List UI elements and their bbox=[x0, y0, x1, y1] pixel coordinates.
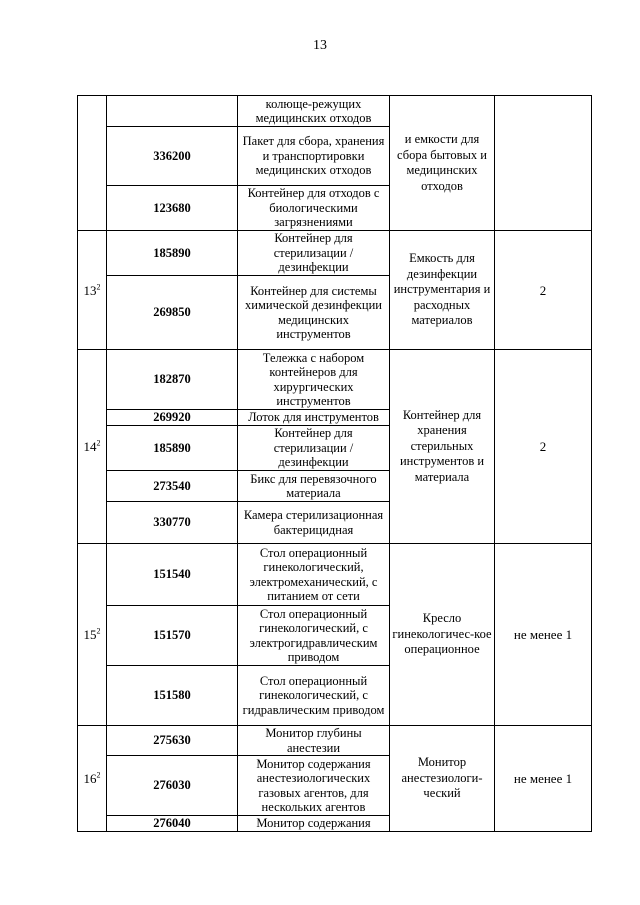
page-number: 13 bbox=[313, 38, 327, 53]
row-number: $15^2$ bbox=[78, 544, 107, 726]
item-code: 151570 bbox=[107, 606, 238, 666]
item-code: 151580 bbox=[107, 666, 238, 726]
item-code bbox=[107, 96, 238, 127]
item-name: Монитор глубины анестезии bbox=[238, 726, 390, 756]
group-name: Монитор анестезиологи-ческий bbox=[390, 726, 495, 832]
group-name: и емкости для сбора бытовых и медицинских отходов bbox=[390, 96, 495, 231]
item-name: Контейнер для отходов с биологическими загрязнениями bbox=[238, 186, 390, 231]
group-name: Емкость для дезинфекции инструментария и расходных материалов bbox=[390, 231, 495, 350]
item-code: 151540 bbox=[107, 544, 238, 606]
item-name: Пакет для сбора, хранения и транспортировки медицинских отходов bbox=[238, 127, 390, 186]
item-name: Стол операционный гинекологический, с электрогидравлическим приводом bbox=[238, 606, 390, 666]
item-code: 269920 bbox=[107, 410, 238, 426]
item-code: 185890 bbox=[107, 426, 238, 471]
item-code: 276040 bbox=[107, 816, 238, 832]
item-name: Контейнер для стерилизации /дезинфекции bbox=[238, 231, 390, 276]
item-name: Стол операционный гинекологический, электромеханический, с питанием от сети bbox=[238, 544, 390, 606]
item-name: Контейнер для системы химической дезинфекции медицинских инструментов bbox=[238, 276, 390, 350]
item-name: Бикс для перевязочного материала bbox=[238, 471, 390, 502]
item-name: Тележка с набором контейнеров для хирургических инструментов bbox=[238, 350, 390, 410]
item-name: Лоток для инструментов bbox=[238, 410, 390, 426]
item-name: Контейнер для стерилизации /дезинфекции bbox=[238, 426, 390, 471]
group-name: Контейнер для хранения стерильных инструментов и материала bbox=[390, 350, 495, 544]
group-name: Кресло гинекологичес-кое операционное bbox=[390, 544, 495, 726]
quantity: 2 bbox=[495, 231, 592, 350]
quantity: 2 bbox=[495, 350, 592, 544]
item-code: 123680 bbox=[107, 186, 238, 231]
table-row bbox=[78, 231, 592, 276]
item-name: Монитор содержания анестезиологических газовых агентов, для нескольких агентов bbox=[238, 756, 390, 816]
item-code: 276030 bbox=[107, 756, 238, 816]
row-number: $14^2$ bbox=[78, 350, 107, 544]
table-row bbox=[78, 96, 592, 127]
item-code: 185890 bbox=[107, 231, 238, 276]
row-number: $16^2$ bbox=[78, 726, 107, 832]
table-row bbox=[78, 350, 592, 410]
quantity: не менее 1 bbox=[495, 544, 592, 726]
item-name: Камера стерилизационная бактерицидная bbox=[238, 502, 390, 544]
equipment-table bbox=[77, 95, 592, 832]
item-name: Стол операционный гинекологический, с гидравлическим приводом bbox=[238, 666, 390, 726]
table-row bbox=[78, 726, 592, 756]
table-row bbox=[78, 544, 592, 606]
item-name: колюще-режущих медицинских отходов bbox=[238, 96, 390, 127]
item-code: 182870 bbox=[107, 350, 238, 410]
item-code: 269850 bbox=[107, 276, 238, 350]
quantity bbox=[495, 96, 592, 231]
quantity: не менее 1 bbox=[495, 726, 592, 832]
item-code: 330770 bbox=[107, 502, 238, 544]
item-code: 275630 bbox=[107, 726, 238, 756]
row-number bbox=[78, 96, 107, 231]
row-number: $13^2$ bbox=[78, 231, 107, 350]
item-code: 336200 bbox=[107, 127, 238, 186]
item-code: 273540 bbox=[107, 471, 238, 502]
item-name: Монитор содержания bbox=[238, 816, 390, 832]
